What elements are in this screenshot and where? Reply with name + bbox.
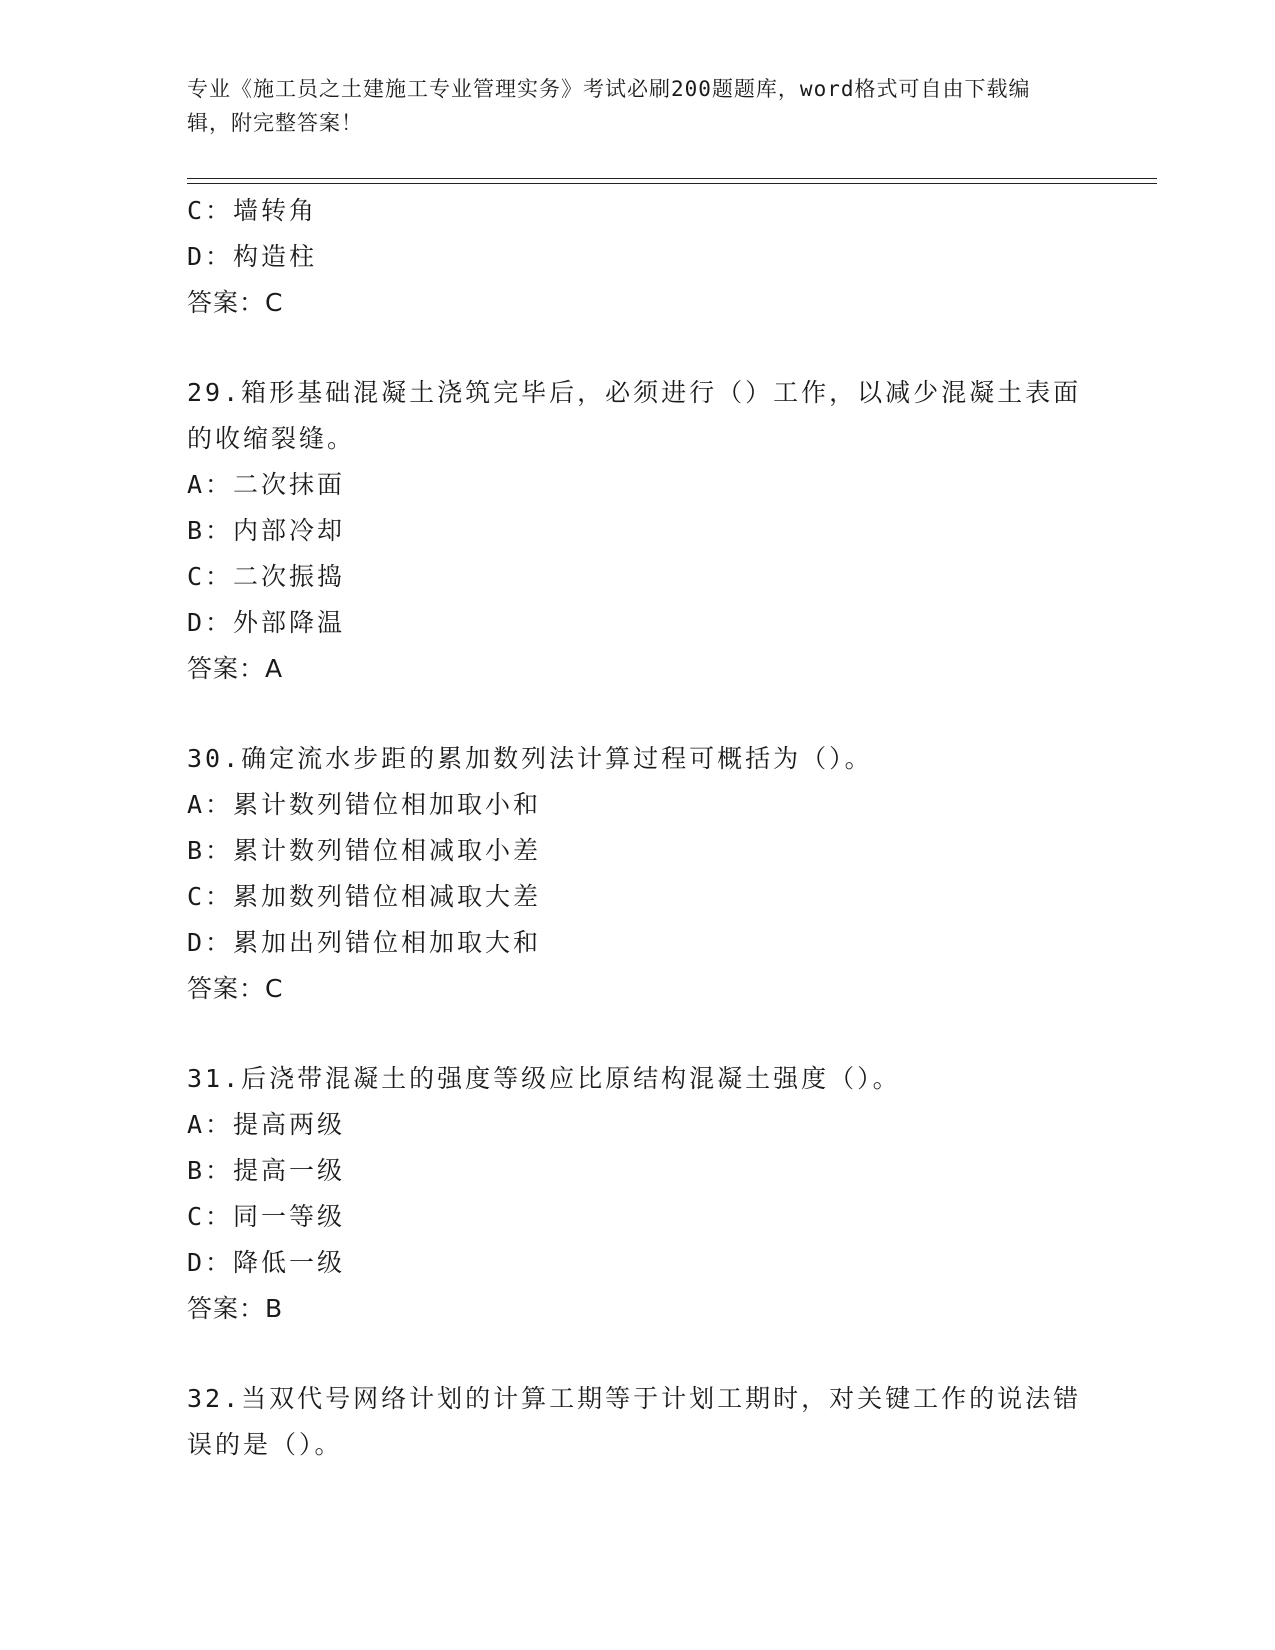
header-rule-top [187, 178, 1157, 179]
question-30 [187, 736, 1087, 1012]
spacer [187, 1012, 1087, 1056]
answer: 答案：B [187, 1294, 284, 1323]
question-29 [187, 370, 1087, 692]
option-b: B：提高一级 [187, 1156, 346, 1185]
option-d: D：外部降温 [187, 608, 346, 637]
question-content [187, 188, 1087, 1468]
option-c: C：同一等级 [187, 1202, 346, 1231]
question-31 [187, 1056, 1087, 1332]
option-d: D：降低一级 [187, 1248, 346, 1277]
spacer [187, 326, 1087, 370]
option-c: C：累加数列错位相减取大差 [187, 882, 542, 911]
option-a: A：提高两级 [187, 1110, 346, 1139]
question-stem: 32.当双代号网络计划的计算工期等于计划工期时，对关键工作的说法错误的是（）。 [187, 1384, 1082, 1459]
option-a: A：累计数列错位相加取小和 [187, 790, 542, 819]
answer: 答案：A [187, 654, 284, 683]
question-stem: 31.后浇带混凝土的强度等级应比原结构混凝土强度（）。 [187, 1064, 901, 1093]
spacer [187, 692, 1087, 736]
option-d: D：构造柱 [187, 242, 318, 271]
option-b: B：累计数列错位相减取小差 [187, 836, 542, 865]
option-c: C：二次振捣 [187, 562, 346, 591]
page-header: 专业《施工员之土建施工专业管理实务》考试必刷200题题库，word格式可自由下载编辑，附完整答案！ [187, 77, 1031, 135]
option-d: D：累加出列错位相加取大和 [187, 928, 542, 957]
option-c: C：墙转角 [187, 196, 318, 225]
answer: 答案：C [187, 288, 284, 317]
question-32 [187, 1376, 1087, 1468]
question-28-continued [187, 188, 1087, 326]
header-rule-bottom [187, 183, 1157, 184]
option-b: B：内部冷却 [187, 516, 346, 545]
question-stem: 30.确定流水步距的累加数列法计算过程可概括为（）。 [187, 744, 873, 773]
spacer [187, 1332, 1087, 1376]
answer: 答案：C [187, 974, 284, 1003]
option-a: A：二次抹面 [187, 470, 346, 499]
question-stem: 29.箱形基础混凝土浇筑完毕后，必须进行（）工作，以减少混凝土表面的收缩裂缝。 [187, 378, 1082, 453]
